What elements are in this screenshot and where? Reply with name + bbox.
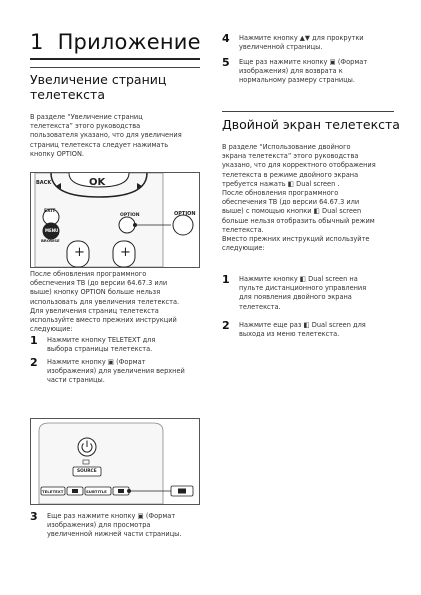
section-title-zoom <box>30 72 166 102</box>
text-line: требуется нажать ◧ Dual screen . <box>222 179 340 188</box>
text-line: Нажмите кнопку ▣ (Формат <box>47 358 146 366</box>
text-line: выше) кнопку OPTION больше нельзя <box>30 288 161 297</box>
zoom-intro-paragraph <box>30 113 205 159</box>
text-line: увеличенной страницы. <box>239 43 323 52</box>
remote-option-drawing <box>31 173 199 267</box>
text-line: Нажмите кнопку TELETEXT для <box>47 336 156 344</box>
text-line: изображения) для возврата к <box>239 67 343 76</box>
remote-illustration-option <box>30 172 200 268</box>
section-title-dual-screen: Двойной экран телетекста <box>222 117 400 132</box>
chapter-name: Приложение <box>57 30 201 54</box>
text-line: изображения) для просмотра <box>47 521 151 530</box>
text-line: Еще раз нажмите кнопку ▣ (Формат <box>47 512 176 520</box>
text-line: экрана телетекста” этого руководства <box>222 152 359 161</box>
section-rule <box>222 111 394 112</box>
step-number: 4 <box>222 32 230 45</box>
teletext-key-label: TELETEXT <box>42 489 64 494</box>
text-line: страниц телетекста следует нажимать <box>30 140 169 149</box>
option-key-label: OPTION <box>120 213 140 218</box>
text-line: После обновления программного <box>30 270 147 278</box>
step-text <box>239 34 364 52</box>
zoom-step-3 <box>30 512 205 542</box>
ok-key-label: OK <box>89 177 106 188</box>
section-title-line: телетекста <box>30 87 105 102</box>
step-text <box>239 321 366 339</box>
step-text <box>239 58 367 86</box>
step-number: 3 <box>30 510 38 523</box>
text-line: телетекста” этого руководства <box>30 122 141 131</box>
step-number: 2 <box>30 356 38 369</box>
text-line: В разделе “Увеличение страниц <box>30 113 143 121</box>
plus-key-left: + <box>74 245 85 260</box>
plus-key-right: + <box>120 245 131 260</box>
text-line: для появления двойного экрана <box>239 293 352 302</box>
zoom-update-paragraph <box>30 270 205 334</box>
dual-screen-paragraph <box>222 143 402 253</box>
remote-illustration-format <box>30 418 200 505</box>
chapter-title <box>30 30 201 54</box>
text-line: выше) с помощью кнопки ◧ Dual screen <box>222 207 362 216</box>
back-key-label: BACK <box>36 180 52 186</box>
zoom-step-1 <box>30 336 205 356</box>
text-line: изображения) для увеличения верхней <box>47 367 185 376</box>
text-line: Еще раз нажмите кнопку ▣ (Формат <box>239 58 368 66</box>
text-line: пользователя указано, что для увеличения <box>30 131 182 140</box>
text-line: Вместо прежних инструкций используйте <box>222 235 370 244</box>
text-line: части страницы. <box>47 376 105 385</box>
text-line: увеличенной нижней части страницы. <box>47 530 182 539</box>
text-line: кнопку OPTION. <box>30 149 84 158</box>
text-line: телетекста в режиме двойного экрана <box>222 170 359 179</box>
text-line: использовать для увеличения телетекста. <box>30 297 180 306</box>
zoom-step-5 <box>222 58 397 88</box>
browse-key-label: BROWSE <box>41 238 60 243</box>
dual-screen-step-2 <box>222 321 402 341</box>
text-line: следующие: <box>30 325 73 334</box>
zoom-step-2 <box>30 358 205 388</box>
step-number: 1 <box>30 334 38 347</box>
text-line: Нажмите кнопку ◧ Dual screen на <box>239 275 358 283</box>
dual-screen-step-1 <box>222 275 402 315</box>
text-line: нормальному размеру страницы. <box>239 76 355 85</box>
zoom-step-4 <box>222 34 397 54</box>
section-title-line: Увеличение страниц <box>30 72 167 87</box>
text-line: В разделе “Использование двойного <box>222 143 351 151</box>
section-rule <box>30 67 200 68</box>
subtitle-key-label: SUBTITLE <box>86 489 107 494</box>
step-text <box>47 512 181 540</box>
text-line: Для увеличения страниц телетекста <box>30 306 159 315</box>
step-number: 2 <box>222 319 230 332</box>
text-line: используйте вместо прежних инструкций <box>30 316 177 325</box>
step-number: 5 <box>222 56 230 69</box>
text-line: следующие: <box>222 244 265 253</box>
chapter-number: 1 <box>30 30 44 54</box>
source-key-label: SOURCE <box>77 469 97 474</box>
text-line: выбора страницы телетекста. <box>47 345 153 354</box>
text-line: указано, что для корректного отображения <box>222 161 376 170</box>
step-text <box>47 336 155 354</box>
text-line: выхода из меню телетекста. <box>239 330 340 339</box>
step-text <box>239 275 366 312</box>
text-line: обеспечения ТВ (до версии 64.67.3 или <box>222 198 360 207</box>
text-line: телетекста. <box>222 225 264 234</box>
text-line: После обновления программного <box>222 189 339 198</box>
text-line: пульте дистанционного управления <box>239 284 367 293</box>
exit-key-label: EXIT <box>44 209 56 214</box>
menu-key-label: MENU <box>45 228 59 233</box>
text-line: Нажмите кнопку ▲▼ для прокрутки <box>239 34 364 42</box>
chapter-rule <box>30 58 200 60</box>
text-line: Нажмите еще раз ◧ Dual screen для <box>239 321 366 329</box>
step-number: 1 <box>222 273 230 286</box>
text-line: обеспечения ТВ (до версии 64.67.3 или <box>30 279 168 288</box>
text-line: больше нельзя отобразить обычный режим <box>222 216 375 225</box>
option-callout-label: OPTION <box>174 211 196 217</box>
text-line: телетекста. <box>239 302 281 311</box>
step-text <box>47 358 185 386</box>
